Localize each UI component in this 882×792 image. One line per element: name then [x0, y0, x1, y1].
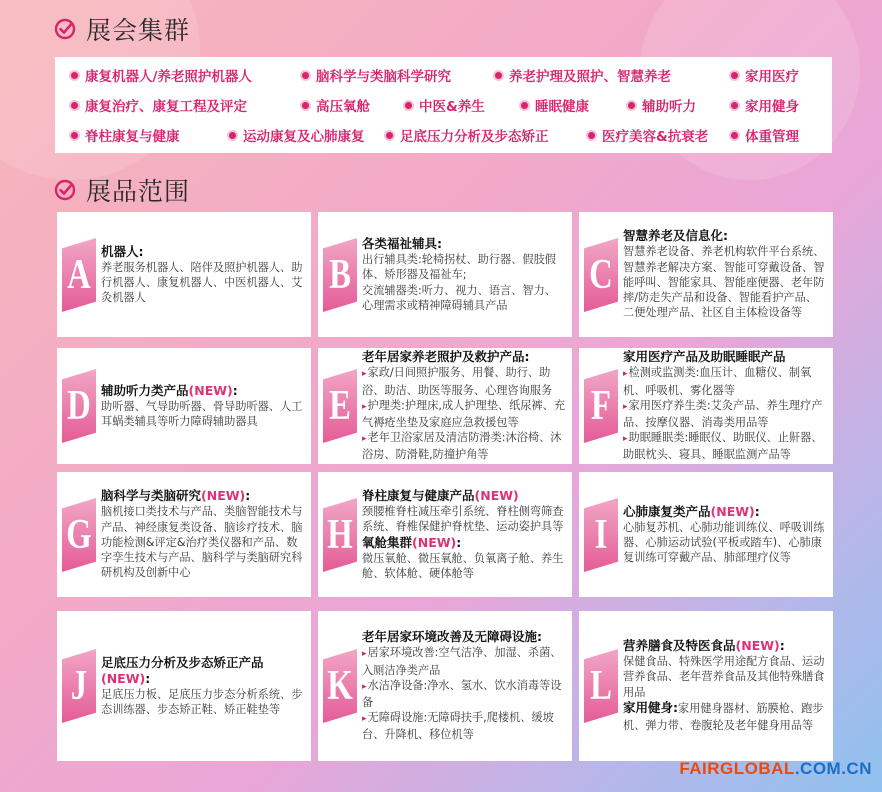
card-heading: [101, 655, 305, 687]
cluster-item: [495, 60, 671, 90]
cluster-row: [55, 90, 832, 120]
card-heading-text: 各类福祉辅具:: [362, 236, 442, 252]
bullet-dot-icon: [495, 72, 502, 79]
category-letter: K: [327, 663, 353, 709]
product-card-j: [57, 611, 311, 761]
card-heading: [362, 349, 566, 365]
card-content: [101, 214, 305, 335]
cluster-item-label: 康复治疗、康复工程及评定: [85, 99, 247, 115]
category-letter-badge: [323, 369, 357, 443]
category-letter-badge: [584, 369, 618, 443]
section-title-cluster: [54, 11, 190, 47]
bullet-dot-icon: [229, 132, 236, 139]
product-card-d: [57, 348, 311, 464]
card-text: 脑机接口类技术与产品、类脑智能技术与产品、神经康复类设备、脑诊疗技术、脑功能检测&评定&治疗类仪器和产品、数字孪生技术与产品、脑科学与类脑研究科研机构及创新中心: [101, 505, 303, 580]
cluster-item-label: 脊柱康复与健康: [85, 129, 180, 145]
product-card-f: [579, 348, 833, 464]
card-text: 心肺复苏机、心肺功能训练仪、呼吸训练器、心肺运动试验(平板或踏车)、心肺康复训练可穿戴产品、肺部理疗仪等: [623, 520, 825, 565]
card-heading-text: 脊柱康复与健康产品: [362, 488, 475, 504]
category-letter: E: [329, 383, 351, 429]
category-letter-badge: [323, 649, 357, 723]
card-heading: [362, 236, 566, 252]
card-text: 出行辅具类:轮椅拐杖、助行器、假肢假体、矫形器及福祉车;: [362, 253, 556, 282]
cluster-item-label: 医疗美容&抗衰老: [602, 129, 709, 145]
cluster-item-label: 运动康复及心肺康复: [243, 129, 365, 145]
cluster-item: [521, 90, 589, 120]
card-bullet-item: ▸ 助眠睡眠类:睡眠仪、助眠仪、止鼾器、助眠枕头、寝具、睡眠监测产品等: [623, 430, 827, 462]
category-letter-badge: [584, 238, 618, 312]
card-text: 保健食品、特殊医学用途配方食品、运动营养食品、老年营养食品及其他特殊膳食用品: [623, 655, 825, 699]
cluster-item: [386, 120, 549, 150]
card-heading-text: 家用健身:: [623, 699, 678, 715]
cluster-item-label: 康复机器人/养老照护机器人: [85, 69, 252, 85]
cluster-item: [731, 120, 799, 150]
bullet-dot-icon: [302, 102, 309, 109]
cluster-row: [55, 120, 832, 150]
card-heading-text: 智慧养老及信息化:: [623, 228, 728, 244]
card-heading: [101, 383, 305, 399]
bullet-dot-icon: [71, 102, 78, 109]
cluster-item: [731, 90, 799, 120]
cluster-item-label: 脑科学与类脑科学研究: [316, 69, 451, 85]
category-letter: H: [327, 512, 353, 558]
card-heading: [362, 535, 566, 551]
card-heading-text: 氧舱集群: [362, 534, 413, 550]
product-card-a: [57, 212, 311, 337]
product-card-e: [318, 348, 572, 464]
category-letter: A: [67, 252, 91, 298]
bullet-dot-icon: [521, 102, 528, 109]
card-content: [362, 474, 566, 595]
card-bullet-item: ▸ 水洁净设备:净水、氢水、饮水消毒等设备: [362, 678, 566, 710]
bullet-dot-icon: [731, 72, 738, 79]
card-content: [362, 613, 566, 759]
card-heading: [623, 700, 827, 734]
card-content: [101, 474, 305, 595]
cluster-item-label: 家用健身: [745, 99, 799, 115]
footer-url-domain: .COM.CN: [794, 759, 872, 778]
card-heading: [623, 504, 827, 520]
card-bullet-item: ▸ 无障碍设施:无障碍扶手,爬楼机、缓坡台、升降机、移位机等: [362, 710, 566, 742]
heading-colon: :: [456, 534, 462, 550]
card-heading: [101, 244, 305, 260]
product-card-h: [318, 472, 572, 597]
card-content: [101, 350, 305, 462]
card-text: 交流辅器类:听力、视力、语言、智力、心理需求或精神障碍辅具产品: [362, 283, 556, 312]
cluster-item-label: 辅助听力: [642, 99, 696, 115]
card-heading-text: 家用医疗产品及助眠睡眠产品: [623, 349, 786, 365]
cluster-item-label: 中医&养生: [419, 99, 485, 115]
heading-colon: :: [245, 488, 251, 504]
card-heading: [623, 349, 827, 365]
category-letter-badge: [323, 498, 357, 572]
check-circle-icon: [54, 179, 76, 201]
bullet-dot-icon: [588, 132, 595, 139]
cluster-list: [55, 57, 832, 153]
cluster-item: [405, 90, 485, 120]
new-badge: (NEW): [474, 488, 519, 504]
cluster-item-label: 养老护理及照护、智慧养老: [509, 69, 671, 85]
category-letter: J: [70, 663, 88, 709]
bullet-dot-icon: [386, 132, 393, 139]
heading-colon: :: [779, 638, 785, 654]
card-content: [623, 214, 827, 335]
card-heading-text: 脑科学与类脑研究: [101, 488, 202, 504]
cluster-item: [71, 90, 247, 120]
category-letter-badge: [62, 649, 96, 723]
category-letter-badge: [62, 369, 96, 443]
cluster-item-label: 足底压力分析及步态矫正: [400, 129, 549, 145]
card-bullet-item: ▸ 检测或监测类:血压计、血糖仪、制氧机、呼吸机、雾化器等: [623, 365, 827, 397]
category-letter: G: [66, 512, 92, 558]
card-heading: [623, 638, 827, 654]
cluster-item: [731, 60, 799, 90]
check-circle-icon: [54, 18, 76, 40]
bullet-dot-icon: [405, 102, 412, 109]
bullet-dot-icon: [731, 102, 738, 109]
card-heading-text: 足底压力分析及步态矫正产品: [101, 654, 264, 670]
bullet-dot-icon: [71, 72, 78, 79]
new-badge: (NEW): [735, 638, 780, 654]
footer-url-brand: FAIRGLOBAL: [679, 759, 795, 778]
category-letter: D: [67, 383, 91, 429]
product-card-c: [579, 212, 833, 337]
category-letter-badge: [62, 498, 96, 572]
card-text: 颈腰椎脊柱减压牵引系统、脊柱侧弯筛查系统、脊椎保健护脊枕垫、运动姿护具等: [362, 505, 564, 534]
cluster-item: [71, 60, 252, 90]
card-text: 智慧养老设备、养老机构软件平台系统、智慧养老解决方案、智能可穿戴设备、智能呼叫、智能家具、智能座便器、老年防摔/防走失产品和设备、智能看护产品、二便处理产品、社区自主体检设备等: [623, 245, 825, 320]
bullet-dot-icon: [731, 132, 738, 139]
card-heading: [101, 488, 305, 504]
product-card-i: [579, 472, 833, 597]
card-text: 家用健身器材、筋膜枪、跑步机、弹力带、卷腹轮及老年健身用品等: [623, 701, 824, 732]
category-letter-badge: [323, 238, 357, 312]
product-card-k: [318, 611, 572, 761]
card-content: [623, 350, 827, 462]
cluster-item-label: 高压氧舱: [316, 99, 370, 115]
product-card-l: [579, 611, 833, 761]
new-badge: (NEW): [101, 670, 146, 686]
section-title-text: 展会集群: [86, 16, 191, 45]
card-text: 助听器、气导助听器、骨导助听器、人工耳蜗类辅具等听力障碍辅助器具: [101, 399, 303, 428]
cluster-item: [229, 120, 365, 150]
product-card-b: [318, 212, 572, 337]
section-title-products: [54, 172, 190, 208]
card-heading-text: 老年居家环境改善及无障碍设施:: [362, 629, 542, 645]
cluster-item-label: 体重管理: [745, 129, 799, 145]
cluster-item: [302, 60, 451, 90]
new-badge: (NEW): [188, 382, 233, 398]
card-bullet-item: ▸ 护理类:护理床,成人护理垫、纸尿裤、充气褥疮坐垫及家庭应急救援包等: [362, 398, 566, 430]
card-heading: [362, 629, 566, 645]
new-badge: (NEW): [201, 488, 246, 504]
card-text: 养老服务机器人、陪伴及照护机器人、助行机器人、康复机器人、中医机器人、艾灸机器人: [101, 260, 303, 305]
cluster-item: [302, 90, 370, 120]
card-bullet-item: ▸ 家用医疗养生类:艾灸产品、养生理疗产品、按摩仪器、消毒类用品等: [623, 398, 827, 430]
category-letter-badge: [584, 649, 618, 723]
card-heading-text: 老年居家养老照护及救护产品:: [362, 349, 530, 365]
card-heading: [362, 488, 566, 504]
card-heading-text: 机器人:: [101, 243, 144, 259]
category-letter: B: [329, 252, 351, 298]
heading-colon: :: [754, 503, 760, 519]
bullet-dot-icon: [71, 132, 78, 139]
card-text: 微压氧舱、微压氧舱、负氧离子舱、养生舱、软体舱、硬体舱等: [362, 551, 564, 580]
bullet-dot-icon: [628, 102, 635, 109]
card-heading-text: 辅助听力类产品: [101, 382, 189, 398]
footer-url[interactable]: [679, 759, 872, 779]
product-card-g: [57, 472, 311, 597]
cluster-item-label: 睡眠健康: [535, 99, 589, 115]
card-content: [362, 350, 566, 462]
cluster-item: [71, 120, 180, 150]
cluster-item: [628, 90, 696, 120]
card-heading-text: 心肺康复类产品: [623, 503, 711, 519]
cluster-item: [588, 120, 708, 150]
bullet-dot-icon: [302, 72, 309, 79]
card-bullet-item: ▸ 居家环境改善:空气洁净、加湿、杀菌、入厕洁净类产品: [362, 645, 566, 677]
card-content: [623, 474, 827, 595]
cluster-row: [55, 60, 832, 90]
new-badge: (NEW): [412, 534, 457, 550]
card-heading: [623, 228, 827, 244]
category-letter: F: [590, 383, 612, 429]
card-content: [623, 613, 827, 759]
card-text: 足底压力板、足底压力步态分析系统、步态训练器、步态矫正鞋、矫正鞋垫等: [101, 687, 303, 716]
card-heading-text: 营养膳食及特医食品: [623, 638, 736, 654]
card-content: [101, 613, 305, 759]
new-badge: (NEW): [710, 503, 755, 519]
section-title-text: 展品范围: [86, 177, 191, 206]
category-letter: C: [589, 252, 613, 298]
category-letter: L: [590, 663, 612, 709]
card-bullet-item: ▸ 家政/日间照护服务、用餐、助行、助浴、助洁、助医等服务、心理咨询服务: [362, 365, 566, 397]
cluster-item-label: 家用医疗: [745, 69, 799, 85]
category-letter: I: [594, 512, 608, 558]
heading-colon: :: [145, 670, 151, 686]
heading-colon: :: [232, 382, 238, 398]
card-bullet-item: ▸ 老年卫浴家居及清洁防滑类:沐浴椅、沐浴房、防滑鞋,防撞护角等: [362, 430, 566, 462]
card-content: [362, 214, 566, 335]
category-letter-badge: [584, 498, 618, 572]
category-letter-badge: [62, 238, 96, 312]
